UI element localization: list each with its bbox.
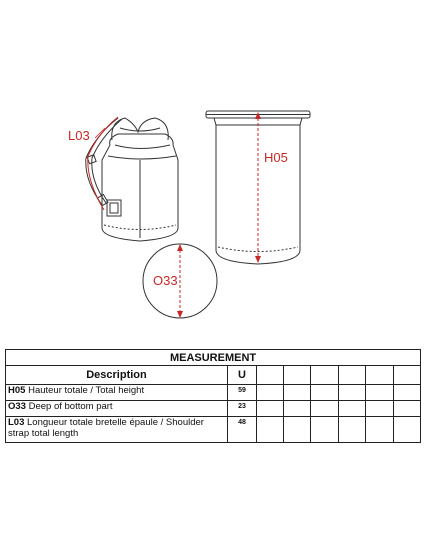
l03-leader (95, 128, 105, 138)
row-description (6, 385, 228, 401)
row-code: O33 (8, 401, 26, 412)
empty-cell (394, 385, 421, 401)
empty-cell (366, 417, 394, 443)
empty-cell (257, 417, 284, 443)
empty-cell (394, 366, 421, 385)
empty-cell (339, 401, 366, 417)
empty-cell (311, 417, 339, 443)
empty-cell (366, 401, 394, 417)
o33-label: O33 (153, 273, 178, 288)
empty-cell (257, 401, 284, 417)
empty-cell (339, 366, 366, 385)
table-row (6, 401, 421, 417)
table-row (6, 417, 421, 443)
empty-cell (366, 366, 394, 385)
h05-arrow-bottom (255, 256, 261, 263)
empty-cell (284, 385, 311, 401)
empty-cell (311, 385, 339, 401)
row-code: H05 (8, 385, 26, 396)
empty-cell (284, 417, 311, 443)
empty-cell (257, 385, 284, 401)
o33-arrow-bottom (177, 311, 183, 318)
empty-cell (394, 401, 421, 417)
empty-cell (311, 401, 339, 417)
table-row (6, 385, 421, 401)
empty-cell (284, 401, 311, 417)
empty-cell (257, 366, 284, 385)
empty-cell (394, 417, 421, 443)
row-code: L03 (8, 417, 25, 428)
empty-cell (284, 366, 311, 385)
row-text: Deep of bottom part (28, 401, 113, 412)
empty-cell (339, 385, 366, 401)
column-header-description: Description (6, 366, 228, 385)
row-description (6, 401, 228, 417)
empty-cell (366, 385, 394, 401)
row-value: 23 (228, 401, 257, 417)
row-value: 59 (228, 385, 257, 401)
l03-dimension-line (88, 117, 118, 210)
row-value: 48 (228, 417, 257, 443)
h05-label: H05 (264, 150, 288, 165)
front-view-bag (102, 118, 178, 241)
l03-label: L03 (68, 128, 90, 143)
column-header-u: U (228, 366, 257, 385)
h05-arrow-top (255, 112, 261, 119)
row-text: Hauteur totale / Total height (28, 385, 145, 396)
o33-arrow-top (177, 244, 183, 251)
table-title: MEASUREMENT (6, 350, 421, 366)
row-description (6, 417, 228, 443)
empty-cell (339, 417, 366, 443)
empty-cell (311, 366, 339, 385)
measurement-table (5, 349, 421, 443)
row-text: Longueur totale bretelle épaule / Shoulder strap total length (8, 417, 204, 439)
